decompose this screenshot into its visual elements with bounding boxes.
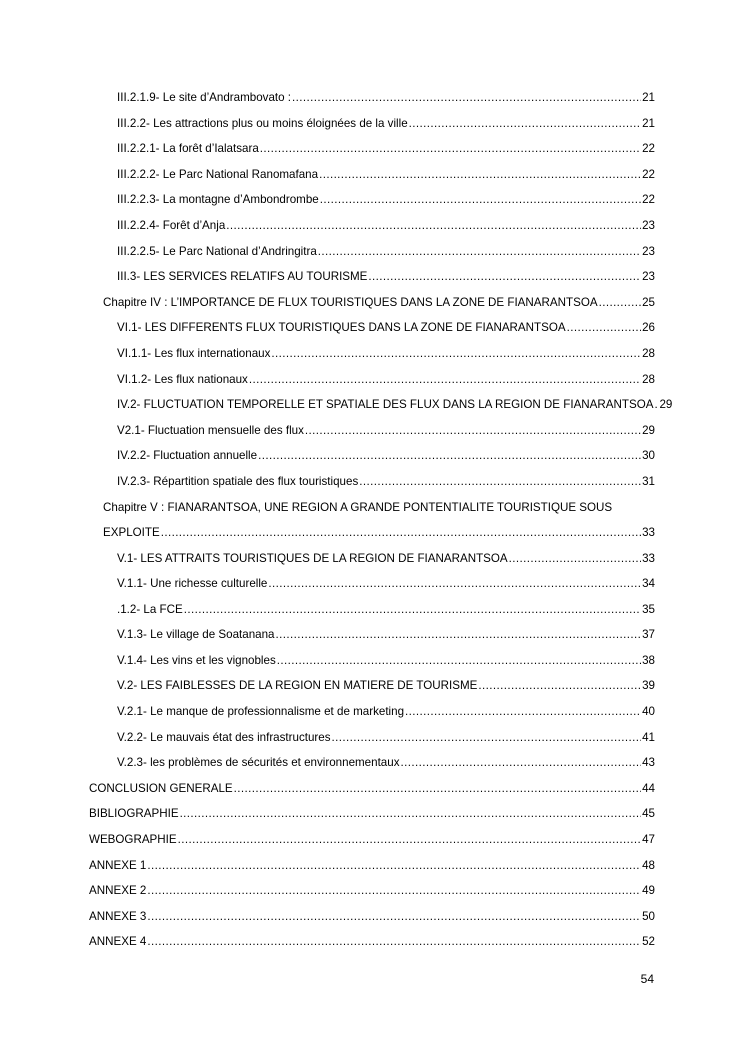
toc-entry-page: 50 xyxy=(642,909,655,923)
toc-entry-title: VI.1- LES DIFFERENTS FLUX TOURISTIQUES DANS LA ZONE DE FIANARANTSOA xyxy=(117,321,566,335)
toc-entry-title: V.2.2- Le mauvais état des infrastructures xyxy=(117,730,331,744)
toc-entry-row xyxy=(89,853,655,879)
dot-leader xyxy=(305,418,641,444)
dot-leader xyxy=(599,290,642,316)
toc-entry-page: 25 xyxy=(642,295,655,309)
toc-entry[interactable] xyxy=(0,699,744,725)
toc-entry[interactable] xyxy=(0,622,744,648)
toc-entry-page: 22 xyxy=(642,193,655,207)
toc-entry-page: 37 xyxy=(642,628,655,642)
toc-entry-title: III.2.2.3- La montagne d’Ambondrombe xyxy=(117,193,319,207)
dot-leader xyxy=(268,571,641,597)
toc-entry-title: Chapitre V : FIANARANTSOA, UNE REGION A GRANDE PONTENTIALITE TOURISTIQUE SOUS xyxy=(103,500,613,514)
toc-entry-page: 52 xyxy=(642,935,655,949)
dot-leader xyxy=(409,111,641,137)
toc-entry-row xyxy=(117,264,655,290)
dot-leader xyxy=(359,469,641,495)
dot-leader xyxy=(161,520,641,546)
toc-entry[interactable] xyxy=(0,648,744,674)
toc-entry-title: IV.2- FLUCTUATION TEMPORELLE ET SPATIALE DES FLUX DANS LA REGION DE FIANARANTSOA xyxy=(117,398,654,412)
toc-entry-title: .1.2- La FCE xyxy=(117,602,183,616)
toc-entry-page: 28 xyxy=(642,372,655,386)
dot-leader xyxy=(234,776,641,802)
toc-entry[interactable] xyxy=(0,546,744,572)
toc-entry-page: 43 xyxy=(642,756,655,770)
toc-entry-row xyxy=(117,648,655,674)
toc-entry-title: V.1.3- Le village de Soatanana xyxy=(117,628,275,642)
toc-entry-title: ANNEXE 3 xyxy=(89,909,147,923)
toc-entry-page: 28 xyxy=(642,346,655,360)
dot-leader xyxy=(319,162,641,188)
toc-entry[interactable] xyxy=(0,673,744,699)
dot-leader xyxy=(401,750,642,776)
toc-entry-title: III.2.2- Les attractions plus ou moins éloignées de la ville xyxy=(117,116,408,130)
toc-entry-row xyxy=(117,571,655,597)
dot-leader xyxy=(277,648,641,674)
toc-entry-page: 23 xyxy=(642,244,655,258)
toc-entry[interactable] xyxy=(0,290,744,316)
toc-entry[interactable] xyxy=(0,776,744,802)
toc-entry[interactable] xyxy=(0,597,744,623)
dot-leader xyxy=(147,853,641,879)
toc-entry-page: 41 xyxy=(642,730,655,744)
toc-entry-page: 47 xyxy=(642,833,655,847)
toc-entry-page: 39 xyxy=(642,679,655,693)
toc-entry[interactable] xyxy=(0,878,744,904)
toc-entry-page: 26 xyxy=(642,321,655,335)
toc-entry-title: ANNEXE 1 xyxy=(89,858,147,872)
toc-entry-row xyxy=(117,597,655,623)
toc-entry[interactable] xyxy=(0,853,744,879)
toc-entry-row xyxy=(117,673,655,699)
toc-entry[interactable] xyxy=(0,418,744,444)
toc-entry-title: III.2.2.5- Le Parc National d’Andringitra xyxy=(117,244,317,258)
table-of-contents xyxy=(0,85,744,955)
dot-leader xyxy=(184,597,641,623)
toc-entry[interactable] xyxy=(0,571,744,597)
toc-entry-title-continued: EXPLOITE xyxy=(103,526,160,540)
toc-entry[interactable] xyxy=(0,367,744,393)
toc-entry-page: 33 xyxy=(642,526,655,540)
toc-entry-title: WEBOGRAPHIE xyxy=(89,833,177,847)
toc-entry[interactable] xyxy=(0,392,744,418)
toc-entry-row xyxy=(89,878,655,904)
toc-entry-title: V.2.1- Le manque de professionnalisme et de marketing xyxy=(117,705,405,719)
toc-entry-row xyxy=(89,904,655,930)
toc-entry-title: III.2.2.4- Forêt d’Anja xyxy=(117,218,226,232)
dot-leader xyxy=(249,367,641,393)
dot-leader xyxy=(320,187,641,213)
dot-leader xyxy=(405,699,641,725)
toc-entry-row xyxy=(117,111,655,137)
toc-entry-title: III.2.2.1- La forêt d’Ialatsara xyxy=(117,142,259,156)
dot-leader xyxy=(276,622,642,648)
toc-entry-row xyxy=(117,187,655,213)
toc-entry-row xyxy=(103,290,655,316)
toc-entry-title: VI.1.1- Les flux internationaux xyxy=(117,346,271,360)
toc-entry-page: 30 xyxy=(642,449,655,463)
toc-entry-title: V.1- LES ATTRAITS TOURISTIQUES DE LA REGION DE FIANARANTSOA xyxy=(117,551,508,565)
toc-entry-row xyxy=(117,443,655,469)
toc-entry-row xyxy=(117,546,655,572)
toc-entry-title: V.1.4- Les vins et les vignobles xyxy=(117,653,276,667)
toc-entry[interactable] xyxy=(0,111,744,137)
toc-entry[interactable] xyxy=(0,187,744,213)
toc-entry-title: ANNEXE 4 xyxy=(89,935,147,949)
toc-entry-row xyxy=(117,622,655,648)
toc-entry-row xyxy=(117,699,655,725)
toc-entry-page: 22 xyxy=(642,167,655,181)
toc-entry-title: Chapitre IV : L’IMPORTANCE DE FLUX TOURISTIQUES DANS LA ZONE DE FIANARANTSOA xyxy=(103,295,598,309)
dot-leader xyxy=(147,878,641,904)
toc-entry-title: VI.1.2- Les flux nationaux xyxy=(117,372,248,386)
dot-leader xyxy=(271,341,641,367)
toc-entry-row xyxy=(89,801,655,827)
toc-entry-title: III.3- LES SERVICES RELATIFS AU TOURISME xyxy=(117,270,368,284)
toc-entry-title: V2.1- Fluctuation mensuelle des flux xyxy=(117,423,304,437)
toc-entry-row xyxy=(89,827,655,853)
dot-leader xyxy=(178,827,641,853)
toc-entry-title: CONCLUSION GENERALE xyxy=(89,781,233,795)
toc-entry-row xyxy=(117,392,673,418)
toc-entry-title: V.2.3- les problèmes de sécurités et environnementaux xyxy=(117,756,400,770)
toc-entry-row xyxy=(89,776,655,802)
toc-entry-page: 31 xyxy=(642,474,655,488)
toc-entry-row xyxy=(117,418,655,444)
dot-leader xyxy=(654,392,658,418)
toc-entry-page: 22 xyxy=(642,142,655,156)
toc-entry-page: 40 xyxy=(642,705,655,719)
toc-entry[interactable] xyxy=(0,725,744,751)
dot-leader xyxy=(478,673,641,699)
page-number: 54 xyxy=(640,972,654,986)
dot-leader xyxy=(260,136,641,162)
toc-entry-page: 29 xyxy=(659,398,673,412)
dot-leader xyxy=(226,213,641,239)
toc-entry-page: 45 xyxy=(642,807,655,821)
toc-entry-row xyxy=(117,341,655,367)
toc-entry-title: III.2.1.9- Le site d’Andrambovato : xyxy=(117,91,292,104)
toc-entry[interactable] xyxy=(0,341,744,367)
toc-entry-title: III.2.2.2- Le Parc National Ranomafana xyxy=(117,167,319,181)
toc-entry[interactable] xyxy=(0,213,744,239)
dot-leader xyxy=(180,801,642,827)
dot-leader xyxy=(567,315,641,341)
toc-entry-row xyxy=(117,136,655,162)
toc-entry[interactable] xyxy=(0,929,744,955)
toc-entry-page: 38 xyxy=(642,653,655,667)
toc-entry-title: IV.2.3- Répartition spatiale des flux touristiques xyxy=(117,474,359,488)
toc-entry-row xyxy=(117,162,655,188)
toc-entry[interactable] xyxy=(0,162,744,188)
toc-entry[interactable] xyxy=(0,495,744,546)
toc-entry-row xyxy=(117,367,655,393)
toc-entry[interactable] xyxy=(0,264,744,290)
toc-entry-title: V.1.1- Une richesse culturelle xyxy=(117,577,268,591)
dot-leader xyxy=(147,904,641,930)
toc-entry-page: 23 xyxy=(642,218,655,232)
toc-entry[interactable] xyxy=(0,85,744,111)
toc-entry-row xyxy=(117,315,655,341)
toc-entry-page: 48 xyxy=(642,858,655,872)
toc-entry-page: 44 xyxy=(642,781,655,795)
toc-entry[interactable] xyxy=(0,469,744,495)
dot-leader xyxy=(292,85,641,111)
dot-leader xyxy=(368,264,641,290)
toc-entry-row xyxy=(117,213,655,239)
dot-leader xyxy=(509,546,641,572)
toc-entry-row xyxy=(103,520,655,546)
toc-entry-row xyxy=(117,469,655,495)
toc-entry[interactable] xyxy=(0,239,744,265)
toc-entry-page: 21 xyxy=(642,91,655,104)
toc-entry[interactable] xyxy=(0,827,744,853)
toc-entry[interactable] xyxy=(0,443,744,469)
toc-entry-page: 49 xyxy=(642,884,655,898)
toc-entry[interactable] xyxy=(0,315,744,341)
dot-leader xyxy=(318,239,641,265)
toc-entry-page: 34 xyxy=(642,577,655,591)
toc-entry-title: IV.2.2- Fluctuation annuelle xyxy=(117,449,258,463)
toc-entry-title: ANNEXE 2 xyxy=(89,884,147,898)
toc-entry[interactable] xyxy=(0,904,744,930)
toc-entry-row xyxy=(117,85,655,111)
toc-entry-title: BIBLIOGRAPHIE xyxy=(89,807,179,821)
toc-entry-row xyxy=(117,239,655,265)
dot-leader xyxy=(258,443,641,469)
toc-entry-row xyxy=(117,750,655,776)
toc-entry-page: 33 xyxy=(642,551,655,565)
toc-entry-row xyxy=(89,929,655,955)
toc-entry-page: 29 xyxy=(642,423,655,437)
toc-entry[interactable] xyxy=(0,136,744,162)
toc-entry-page: 35 xyxy=(642,602,655,616)
toc-entry[interactable] xyxy=(0,750,744,776)
toc-entry-row xyxy=(117,725,655,751)
dot-leader xyxy=(332,725,642,751)
dot-leader xyxy=(147,929,641,955)
toc-entry-page: 23 xyxy=(642,270,655,284)
toc-entry[interactable] xyxy=(0,801,744,827)
toc-entry-title: V.2- LES FAIBLESSES DE LA REGION EN MATIERE DE TOURISME xyxy=(117,679,478,693)
toc-entry-page: 21 xyxy=(642,116,655,130)
